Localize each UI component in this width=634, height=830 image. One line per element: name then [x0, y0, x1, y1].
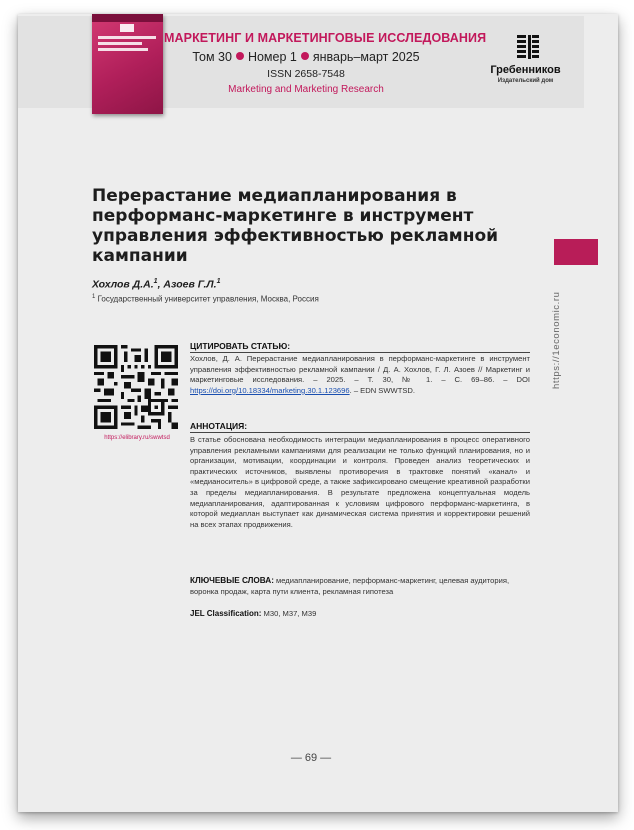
separator-dot-icon [236, 52, 244, 60]
annotation-heading: АННОТАЦИЯ: [190, 421, 530, 433]
qr-url-link[interactable]: https://elibrary.ru/swwtsd [104, 435, 170, 441]
volume: Том 30 [192, 50, 232, 64]
publisher-name: Гребенников [490, 64, 561, 76]
jel-label: JEL Classification: [190, 609, 262, 618]
website-url-link[interactable]: https://1economic.ru [551, 291, 562, 389]
keywords [190, 575, 530, 597]
citation-heading: ЦИТИРОВАТЬ СТАТЬЮ: [190, 341, 530, 353]
publisher-block [467, 16, 584, 108]
annotation-text: В статье обоснована необходимость интеграции медиапланирования в процесс оперативного управления рекламными кампаниями для реализации не только функций планирования, но и организации, мотивации, координации и контроля. Проведен анализ теоретических и практических источников, выявлены противоречия в трактовке понятий «канал» и «медианоситель» в цифровой среде, а также зафиксировано смещение креативной разработки за пределы медиапланирования. В результате предложена концептуальная модель медиапланирования, адаптированная к условиям цифрового перформанс-маркетинга, в которой медиаплан выступает как динамическая система принятия и корректировки решений на всех этапах продвижения. [190, 435, 530, 529]
doi-link[interactable]: https://doi.org/10.18334/marketing.30.1.123696 [190, 385, 350, 395]
author-2: , Азоев Г.Л. [157, 278, 217, 291]
separator-dot-icon [301, 52, 309, 60]
publisher-subtitle: Издательский дом [497, 78, 554, 84]
qr-code-icon[interactable] [94, 345, 178, 429]
affiliation: $^1$ Государственный университет управления, Москва, Россия [92, 294, 319, 304]
issue-period: январь–март 2025 [312, 50, 420, 64]
journal-cover-image [92, 14, 163, 114]
keywords-text: медиапланирование, перформанс-маркетинг, целевая аудитория, воронка продаж, карта пути клиента, рекламная гипотеза [190, 576, 510, 596]
jel-classification [190, 609, 530, 618]
keywords-label: КЛЮЧЕВЫЕ СЛОВА: [190, 576, 274, 585]
publisher-logo-icon [517, 35, 539, 59]
citation-text: Хохлов, Д. А. Перерастание медиапланирования в перформанс-маркетинге в инструмент управления эффективностью рекламной кампании / Д. А. Хохлов, Г. Л. Азоев // Маркетинг и маркетинговые исследования. – 2025. – Т. 30, № 1. – С. 69–86. – DOI https://doi.org/10.18334/marketing.30.1.123696. – EDN SWWTSD. [190, 354, 530, 395]
issue-info [164, 50, 448, 64]
author-1: Хохлов Д.А. [92, 278, 154, 291]
issn: ISSN 2658-7548 [267, 68, 345, 80]
side-accent-tab [554, 239, 598, 265]
journal-title-en: Marketing and Marketing Research [228, 84, 384, 95]
journal-title: МАРКЕТИНГ И МАРКЕТИНГОВЫЕ ИССЛЕДОВАНИЯ [164, 31, 487, 45]
jel-codes: M30, M37, M39 [261, 609, 317, 618]
article-title: Перерастание медиапланирования в перформанс-маркетинге в инструмент управления эффективностью рекламной кампании [92, 186, 499, 266]
issue-number: Номер 1 [247, 50, 297, 64]
page-number: — 69 — [290, 752, 332, 764]
authors: Хохлов Д.А.$^1$, Азоев Г.Л.$^1$ [92, 278, 221, 291]
